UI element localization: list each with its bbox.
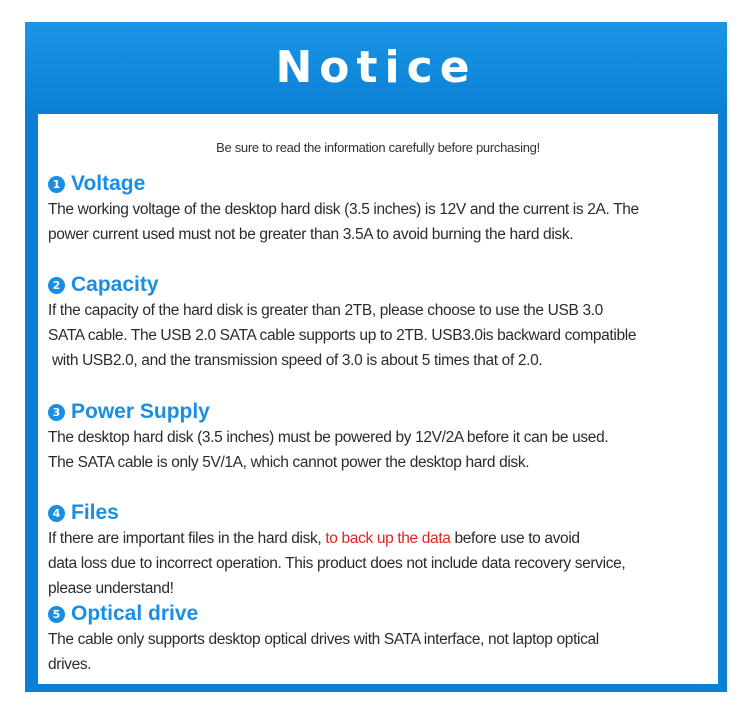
section-files [48,500,716,601]
section-body [48,298,716,373]
section-body [48,425,716,475]
body-text-segment: If there are important files in the hard disk, [48,530,326,547]
body-line [48,526,716,551]
number-badge-1: 1 [48,176,65,193]
body-line: power current used must not be greater than 3.5A to avoid burning the hard disk. [48,226,574,243]
body-line: If the capacity of the hard disk is greater than 2TB, please choose to use the USB 3.0 [48,302,603,319]
section-title: Optical drive [71,602,199,625]
section-power-supply [48,399,716,475]
section-optical-drive [48,601,716,677]
body-line: data loss due to incorrect operation. This product does not include data recovery service, [48,555,626,572]
notice-frame [25,22,727,692]
notice-panel [38,114,718,684]
number-badge-4: 4 [48,505,65,522]
section-body [48,526,716,601]
section-heading [48,601,716,627]
section-title: Power Supply [71,400,210,423]
number-badge-2: 2 [48,277,65,294]
section-heading [48,272,716,298]
body-line: The cable only supports desktop optical drives with SATA interface, not laptop optical [48,631,599,648]
section-title: Voltage [71,172,146,195]
section-body [48,197,716,247]
body-line: The working voltage of the desktop hard disk (3.5 inches) is 12V and the current is 2A. The [48,201,639,218]
body-line: The SATA cable is only 5V/1A, which cannot power the desktop hard disk. [48,454,530,471]
number-badge-3: 3 [48,404,65,421]
section-title: Capacity [71,273,159,296]
section-heading [48,500,716,526]
highlight-text: to back up the data [325,530,451,547]
section-title: Files [71,501,119,524]
body-line: with USB2.0, and the transmission speed of 3.0 is about 5 times that of 2.0. [48,352,543,369]
section-voltage [48,171,716,247]
section-heading [48,171,716,197]
body-line: The desktop hard disk (3.5 inches) must be powered by 12V/2A before it can be used. [48,429,609,446]
body-line: please understand! [48,580,174,597]
notice-title: Notice [275,42,477,93]
section-heading [48,399,716,425]
notice-subtitle: Be sure to read the information carefully before purchasing! [216,140,540,155]
section-body [48,627,716,677]
section-capacity [48,272,716,373]
body-line: SATA cable. The USB 2.0 SATA cable supports up to 2TB. USB3.0is backward compatible [48,327,637,344]
body-text-segment: before use to avoid [450,530,580,547]
body-line: drives. [48,656,92,673]
number-badge-5: 5 [48,606,65,623]
